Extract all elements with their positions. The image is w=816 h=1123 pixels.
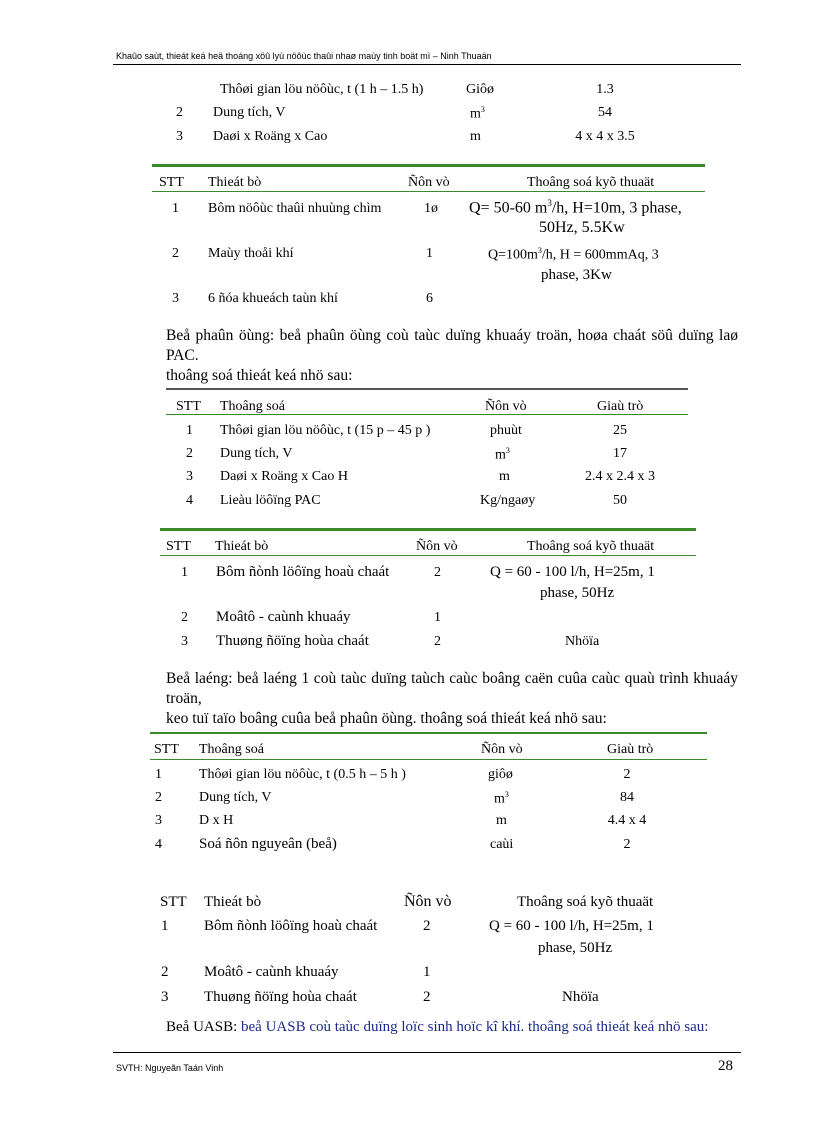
table-cell: 6 ñóa khueách taùn khí [208,291,338,306]
column-header: STT [176,399,201,414]
paragraph-reaction-tank: Beå phaûn öùng: beå phaûn öùng coù taùc duïng khuaáy troän, hoøa chaát söû duïng laø PAC. thoâng soá thieát keá nhö sau: [166,327,738,384]
table-cell: 1 [434,610,441,625]
table-cell: Moâtô - caùnh khuaáy [204,964,339,980]
column-header: Thoâng soá [199,742,264,757]
table-cell: Thuøng ñöïng hoùa chaát [204,989,357,1005]
table-header-rule [166,414,688,415]
table-cell: 2 [623,767,631,782]
table-cell: 4 [155,837,162,852]
table-cell: Nhöïa [562,989,599,1005]
table-cell: 1 [426,246,433,261]
table-cell: 2 [423,989,431,1005]
table-cell: 4 [186,493,193,508]
table-cell: 2 [155,790,162,805]
table-cell: 3 [172,291,179,306]
table-cell: 3 [155,813,162,828]
column-header: Ñôn vò [481,742,523,757]
table-cell: Kg/ngaøy [480,493,536,508]
table-cell: 2 [186,446,193,461]
column-header: Ñôn vò [408,175,450,190]
table-cell: 3 [181,634,188,649]
table-cell: Q= 50-60 $m^3/h$, H=10m, 3 phase, [469,198,682,217]
table-cell: 2 [434,565,441,580]
table-cell: 1 [155,767,162,782]
table-cell: 6 [426,291,433,306]
column-header: Thieát bò [215,539,269,554]
table-cell: D x H [199,813,234,828]
header-rule [113,64,741,65]
table-cell: Thôøi gian löu nöôùc, t (15 p – 45 p ) [220,423,431,438]
column-header: Giaù trò [597,399,644,414]
table-cell: 1 [172,201,179,216]
page-number: 28 [718,1058,733,1074]
table-cell: Dung tích, V [213,105,286,120]
column-header: STT [166,539,191,554]
table-cell: Daøi x Roäng x Cao [213,129,328,144]
table-cell: 1 [181,565,188,580]
table-cell: 4.4 x 4 [607,813,647,828]
table-cell: $m^3$ [494,790,509,807]
table-cell: Daøi x Roäng x Cao H [220,469,348,484]
table-cell: 1 [423,964,431,980]
table-cell: Q = 60 - 100 l/h, H=25m, 1 [489,918,654,934]
table-cell: giôø [488,767,513,782]
table-top-rule [166,388,688,390]
table-cell: Giôø [466,82,494,97]
table-cell: m [470,129,481,144]
table-cell: 54 [598,105,612,120]
table-header-rule [160,555,696,556]
table-cell: Soá ñôn nguyeân (beå) [199,836,337,852]
table-cell: Bôm ñònh löôïng hoaù chaát [216,564,390,580]
table-cell: 2.4 x 2.4 x 3 [585,469,655,484]
table-cell: 2 [176,105,183,120]
table-cell: 3 [176,129,183,144]
table-cell: phase, 50Hz [538,940,613,956]
footer-rule [113,1052,741,1053]
paragraph-uasb-tank: Beå UASB: beå UASB coù taùc duïng loïc sinh hoïc kî khí. thoâng soá thieát keá nhö sau: [166,1019,709,1035]
table-cell: 50Hz, 5.5Kw [539,219,625,236]
table-cell: phuùt [490,423,522,438]
table-cell: 2 [172,246,179,261]
table-cell: 1.3 [596,82,614,97]
table-cell: phase, 3Kw [541,267,612,283]
table-cell: Maùy thoåi khí [208,246,294,261]
table-cell: Thôøi gian löu nöôùc, t (0.5 h – 5 h ) [199,767,406,782]
footer-author: SVTH: Nguyeãn Taán Vinh [116,1063,224,1073]
table-cell: Moâtô - caùnh khuaáy [216,609,351,625]
table-cell: 1ø [424,201,438,216]
table-cell: m [496,813,507,828]
table-cell: 25 [613,423,627,438]
table-cell: 3 [186,469,193,484]
table-top-rule [152,164,705,167]
table-cell: Bôm nöôùc thaûi nhuùng chìm [208,201,382,216]
table-cell: 84 [620,790,634,805]
table-top-rule [160,528,696,531]
table-cell: 17 [613,446,627,461]
table-top-rule [150,732,707,734]
table-cell: m [499,469,510,484]
column-header: STT [154,742,179,757]
table-cell: Q = 60 - 100 l/h, H=25m, 1 [490,564,655,580]
table-cell: $Q=100m^3/h$, H = 600mmAq, 3 [488,246,659,263]
column-header: Giaù trò [607,742,654,757]
table-header-rule [150,759,707,760]
table-cell: 2 [423,918,431,934]
page-header: Khaûo saùt, thieát keá heä thoáng xöû lyù nöôùc thaûi nhaø maùy tinh boät mì – Ninh Thuaän [116,51,492,61]
column-header: STT [160,894,187,910]
table-cell: Nhöïa [565,634,600,649]
column-header: Ñôn vò [485,399,527,414]
table-header-rule [152,191,705,192]
table-cell: 50 [613,493,627,508]
table-cell: caùi [490,837,514,852]
column-header: STT [159,175,184,190]
table-cell: phase, 50Hz [540,585,615,601]
paragraph-settling-tank: Beå laéng: beå laéng 1 coù taùc duïng taùch caùc boâng caën cuûa caùc quaù trình khuaáy troän, keo tuï taïo boâng cuûa beå phaûn öùng. thoâng soá thieát keá nhö sau: [166,670,738,727]
column-header: Thoâng soá kyõ thuaät [527,175,655,190]
column-header: Thoâng soá [220,399,285,414]
table-cell: 4 x 4 x 3.5 [575,129,635,144]
table-cell: $m^3$ [495,446,510,463]
table-cell: Bôm ñònh löôïng hoaù chaát [204,918,378,934]
column-header: Ñôn vò [416,539,458,554]
table-cell: 2 [434,634,441,649]
table-cell: 2 [623,837,631,852]
table-cell: Dung tích, V [220,446,293,461]
table-cell: Thôøi gian löu nöôùc, t (1 h – 1.5 h) [220,82,424,97]
column-header: Thieát bò [204,894,262,910]
table-cell: Thuøng ñöïng hoùa chaát [216,633,369,649]
table-cell: $m^3$ [470,105,485,122]
column-header: Thoâng soá kyõ thuaät [527,539,655,554]
column-header: Ñôn vò [404,893,452,910]
table-cell: 3 [161,989,169,1005]
table-cell: Dung tích, V [199,790,272,805]
table-cell: 2 [181,610,188,625]
table-cell: 1 [186,423,193,438]
column-header: Thieát bò [208,175,262,190]
table-cell: Lieàu löôïng PAC [220,493,321,508]
table-cell: 1 [161,918,169,934]
table-cell: 2 [161,964,169,980]
column-header: Thoâng soá kyõ thuaät [517,894,654,910]
